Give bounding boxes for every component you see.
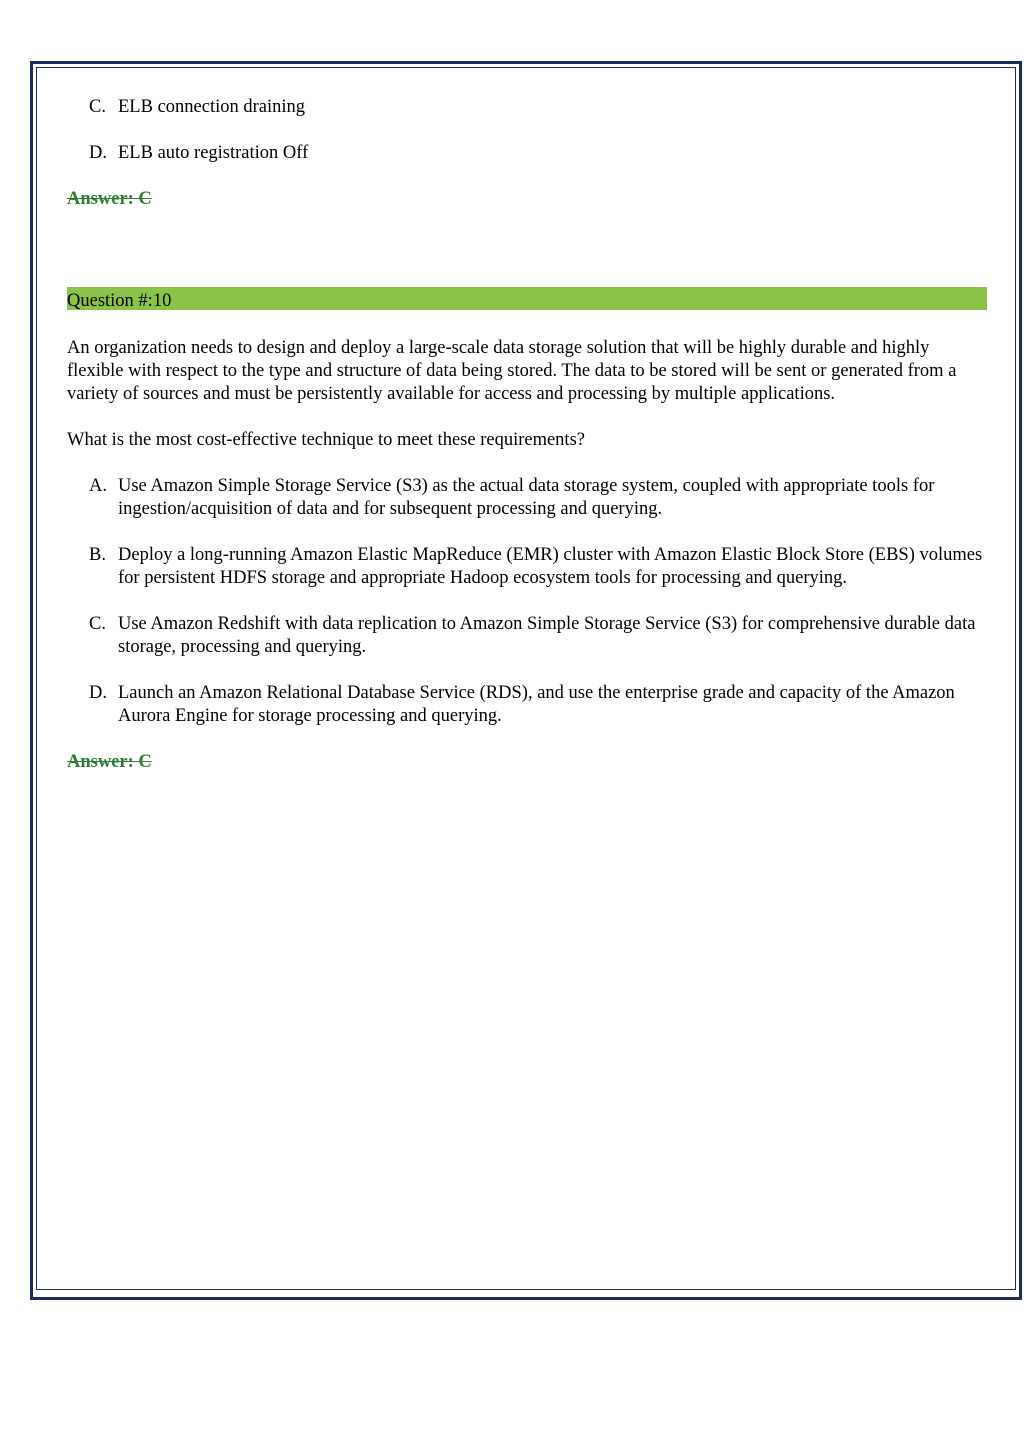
document-content <box>67 96 987 774</box>
option-letter: D. <box>89 143 107 163</box>
question-number: Question #:10 <box>67 291 172 311</box>
question-body: An organization needs to design and deploy a large-scale data storage solution that will be highly durable and highly flexible with respect to the type and structure of data being stored. The data to be stored will be sent or generated from a variety of sources and must be persistently available for access and processing by multiple applications. <box>67 338 957 404</box>
option-text: Use Amazon Redshift with data replication to Amazon Simple Storage Service (S3) for comprehensive durable data storage, processing and querying. <box>118 614 976 657</box>
option-text: Deploy a long-running Amazon Elastic MapReduce (EMR) cluster with Amazon Elastic Block Store (EBS) volumes for persistent HDFS storage and appropriate Hadoop ecosystem tools for processing and querying. <box>118 545 983 588</box>
option-letter: C. <box>89 97 106 117</box>
option-letter: B. <box>89 545 106 565</box>
question-answer: Answer: C <box>67 752 152 772</box>
prev-option-d <box>67 142 987 165</box>
option-text: Launch an Amazon Relational Database Service (RDS), and use the enterprise grade and capacity of the Amazon Aurora Engine for storage processing and querying. <box>118 683 955 726</box>
option-c <box>67 613 987 659</box>
question-header-bar <box>67 287 987 310</box>
spacer <box>67 211 987 287</box>
option-text: ELB connection draining <box>118 97 306 117</box>
option-letter: D. <box>89 683 107 703</box>
option-letter: C. <box>89 614 106 634</box>
option-a <box>67 475 987 521</box>
question-prompt: What is the most cost-effective technique to meet these requirements? <box>67 430 585 450</box>
option-d <box>67 682 987 728</box>
option-b <box>67 544 987 590</box>
option-letter: A. <box>89 476 107 496</box>
option-text: ELB auto registration Off <box>118 143 309 163</box>
prev-option-c <box>67 96 987 119</box>
prev-answer: Answer: C <box>67 189 152 209</box>
option-text: Use Amazon Simple Storage Service (S3) as the actual data storage system, coupled with appropriate tools for ingestion/acquisition of data and for subsequent processing and querying. <box>118 476 935 519</box>
